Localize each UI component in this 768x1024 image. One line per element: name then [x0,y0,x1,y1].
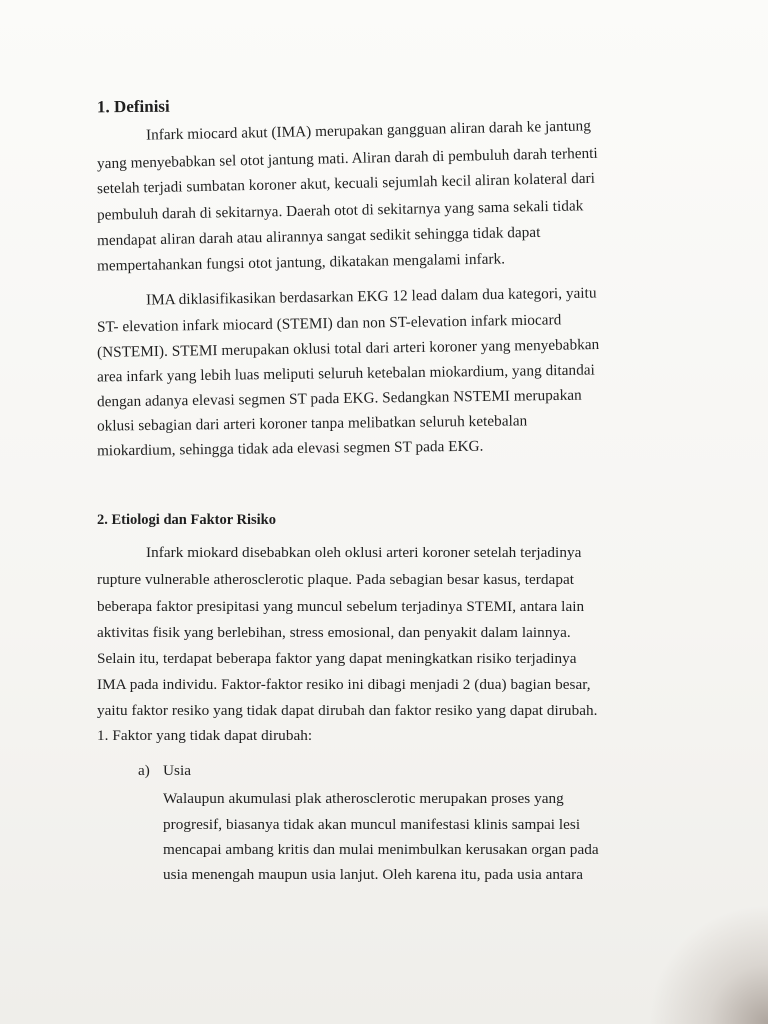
classification-paragraph-line: dengan adanya elevasi segmen ST pada EKG. Sedangkan NSTEMI merupakan [96,386,582,411]
age-paragraph-line: Walaupun akumulasi plak atherosclerotic merupakan proses yang [163,790,564,807]
definition-paragraph-line: pembuluh darah di sekitarnya. Daerah otot di sekitarnya yang sama sekali tidak [96,197,584,224]
definition-paragraph-line: mempertahankan fungsi otot jantung, dikatakan mengalami infark. [96,250,506,275]
etiology-paragraph-line: IMA pada individu. Faktor-faktor resiko ini dibagi menjadi 2 (dua) bagian besar, [97,676,591,693]
etiology-paragraph-line: aktivitas fisik yang berlebihan, stress emosional, dan penyakit dalam lainnya. [97,624,571,641]
definition-paragraph-line: yang menyebabkan sel otot jantung mati. Aliran darah di pembuluh darah terhenti [96,144,598,173]
etiology-paragraph-line: yaitu faktor resiko yang tidak dapat dirubah dan faktor resiko yang dapat dirubah. [97,702,598,719]
age-paragraph-line: usia menengah maupun usia lanjut. Oleh karena itu, pada usia antara [163,866,584,883]
section-2-heading: 2. Etiologi dan Faktor Risiko [97,512,276,528]
subitem-title: Usia [163,762,192,779]
age-paragraph-line: progresif, biasanya tidak akan muncul manifestasi klinis sampai lesi [163,816,581,833]
section-1-heading: 1. Definisi [96,96,170,117]
etiology-paragraph-line: Selain itu, terdapat beberapa faktor yang dapat meningkatkan risiko terjadinya [97,650,577,667]
subitem-label: a) [138,762,150,779]
classification-paragraph-line: ST- elevation infark miocard (STEMI) dan non ST-elevation infark miocard [96,311,562,336]
definition-paragraph-line: setelah terjadi sumbatan koroner akut, kecuali sejumlah kecil aliran kolateral dari [96,169,596,198]
page-corner-shadow [648,904,768,1024]
etiology-paragraph-line: 1. Faktor yang tidak dapat dirubah: [97,727,313,744]
classification-paragraph-line: area infark yang lebih luas meliputi seluruh ketebalan miokardium, yang ditandai [96,361,595,386]
definition-paragraph-line: mendapat aliran darah atau alirannya sangat sedikit sehingga tidak dapat [96,223,541,250]
definition-paragraph-line: Infark miocard akut (IMA) merupakan gangguan aliran darah ke jantung [145,117,592,144]
etiology-paragraph-line: rupture vulnerable atherosclerotic plaque. Pada sebagian besar kasus, terdapat [97,571,575,588]
age-paragraph-line: mencapai ambang kritis dan mulai menimbulkan kerusakan organ pada [163,841,599,858]
classification-paragraph-line: IMA diklasifikasikan berdasarkan EKG 12 lead dalam dua kategori, yaitu [145,284,597,309]
classification-paragraph-line: oklusi sebagian dari arteri koroner tanpa melibatkan seluruh ketebalan [96,412,528,435]
classification-paragraph-line: miokardium, sehingga tidak ada elevasi segmen ST pada EKG. [96,437,484,460]
etiology-paragraph-line: beberapa faktor presipitasi yang muncul sebelum terjadinya STEMI, antara lain [97,598,585,615]
classification-paragraph-line: (NSTEMI). STEMI merupakan oklusi total dari arteri koroner yang menyebabkan [96,336,600,361]
etiology-paragraph-line: Infark miokard disebabkan oleh oklusi arteri koroner setelah terjadinya [146,544,582,561]
